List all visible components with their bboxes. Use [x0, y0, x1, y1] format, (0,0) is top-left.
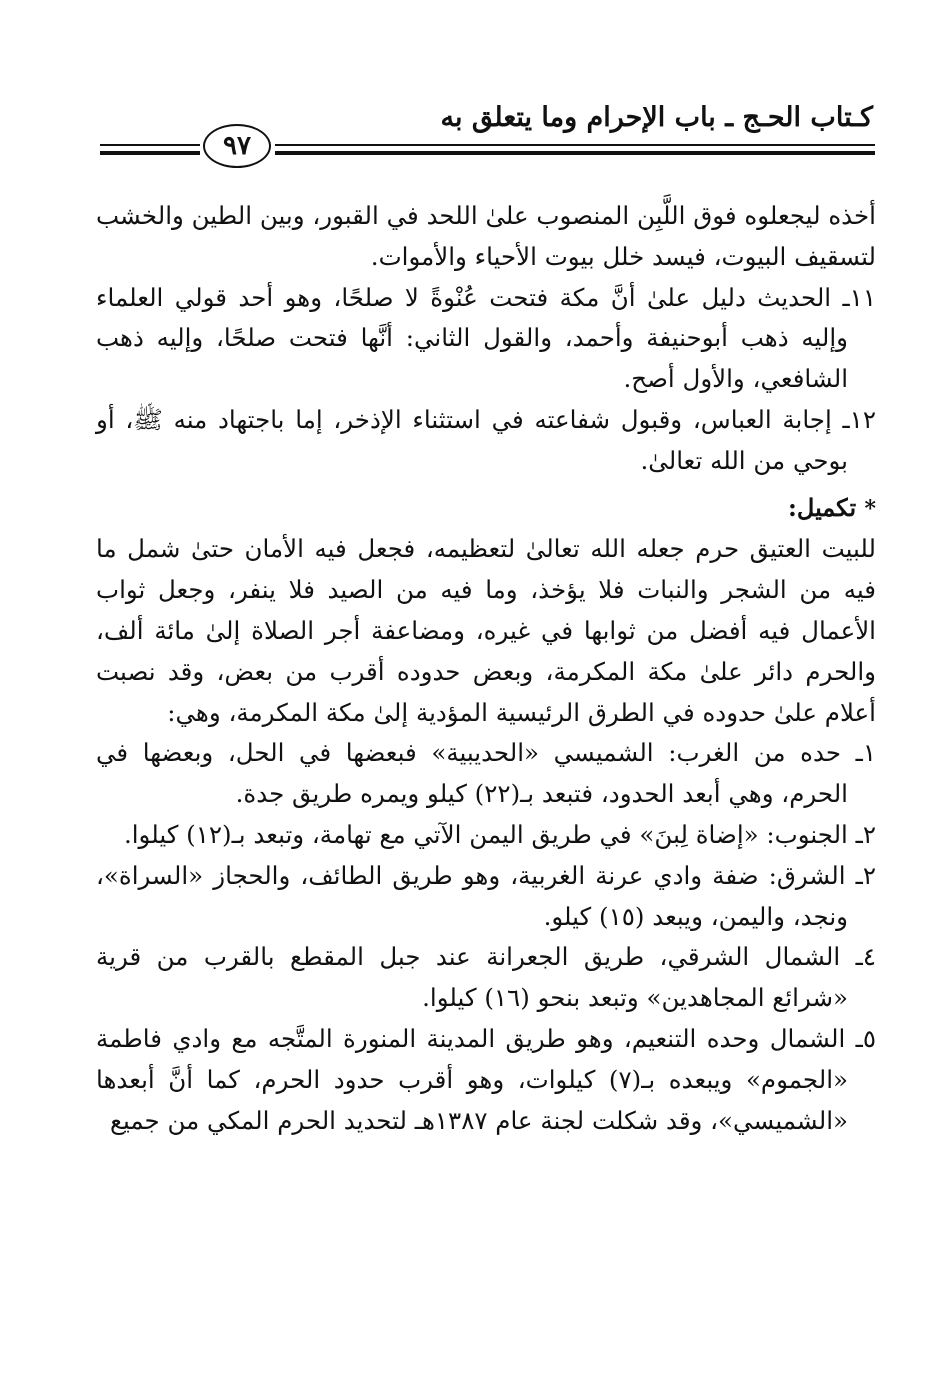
page-number: ٩٧	[203, 124, 271, 168]
boundary-item: ٥ـ الشمال وحده التنعيم، وهو طريق المدينة المنورة المتَّجه مع وادي فاطمة «الجموم» ويبعده بـ(٧) كيلوات، وهو أقرب حدود الحرم، كما أنَّ أبعدها «الشميسي»، وقد شكلت لجنة عام ١٣٨٧هـ لتحديد الحرم المكي من جميع	[96, 1023, 876, 1135]
header-rule-line	[100, 151, 200, 155]
boundary-item: ١ـ حده من الغرب: الشميسي «الحديبية» فبعضها في الحل، وبعضها في الحرم، وهي أبعد الحدود، فتبعد بـ(٢٢) كيلو ويمره طريق جدة.	[96, 738, 876, 809]
numbered-item-12: ١٢ـ إجابة العباس، وقبول شفاعته في استثناء الإذخر، إما باجتهاد منه ﷺ، أو بوحي من الله تعالىٰ.	[96, 404, 876, 475]
continuation-paragraph: أخذه ليجعلوه فوق اللَّبِن المنصوب علىٰ اللحد في القبور، وبين الطين والخشب لتسقيف البيوت، فيسد خلل بيوت الأحياء والأموات.	[96, 201, 876, 271]
body-text	[96, 196, 876, 1141]
running-title: كـتاب الحـج ـ باب الإحرام وما يتعلق به	[440, 102, 873, 133]
section-heading-label: تكميل:	[788, 492, 857, 522]
boundary-item: ٢ـ الشرق: ضفة وادي عرنة الغربية، وهو طريق الطائف، والحجاز «السراة»، ونجد، واليمن، ويبعد (١٥) كيلو.	[96, 860, 876, 931]
header-rule-line	[275, 151, 875, 155]
asterisk-icon: *	[864, 495, 876, 522]
boundary-item: ٤ـ الشمال الشرقي، طريق الجعرانة عند جبل المقطع بالقرب من قرية «شرائع المجاهدين» وتبعد بنحو (١٦) كيلوا.	[96, 942, 876, 1013]
header-rule-line	[100, 144, 200, 146]
boundary-item: ٢ـ الجنوب: «إضاة لِبنَ» في طريق اليمن الآتي مع تهامة، وتبعد بـ(١٢) كيلوا.	[123, 819, 876, 849]
section-heading	[96, 488, 876, 530]
header-rule-line	[275, 144, 875, 146]
intro-paragraph: للبيت العتيق حرم جعله الله تعالىٰ لتعظيمه، فجعل فيه الأمان حتىٰ شمل ما فيه من الشجر والنبات فلا يؤخذ، وما فيه من الصيد فلا ينفر، وجعل ثواب الأعمال فيه أفضل من ثوابها في غيره، ومضاعفة أجر الصلاة إلىٰ مائة ألف، والحرم دائر علىٰ مكة المكرمة، وبعض حدوده أقرب من بعض، وقد نصبت أعلام علىٰ حدوده في الطرق الرئيسية المؤدية إلىٰ مكة المكرمة، وهي:	[96, 534, 876, 727]
numbered-item-11: ١١ـ الحديث دليل علىٰ أنَّ مكة فتحت عُنْوةً لا صلحًا، وهو أحد قولي العلماء وإليه ذهب أبوحنيفة وأحمد، والقول الثاني: أنَّها فتحت صلحًا، وإليه ذهب الشافعي، والأول أصح.	[96, 282, 876, 394]
